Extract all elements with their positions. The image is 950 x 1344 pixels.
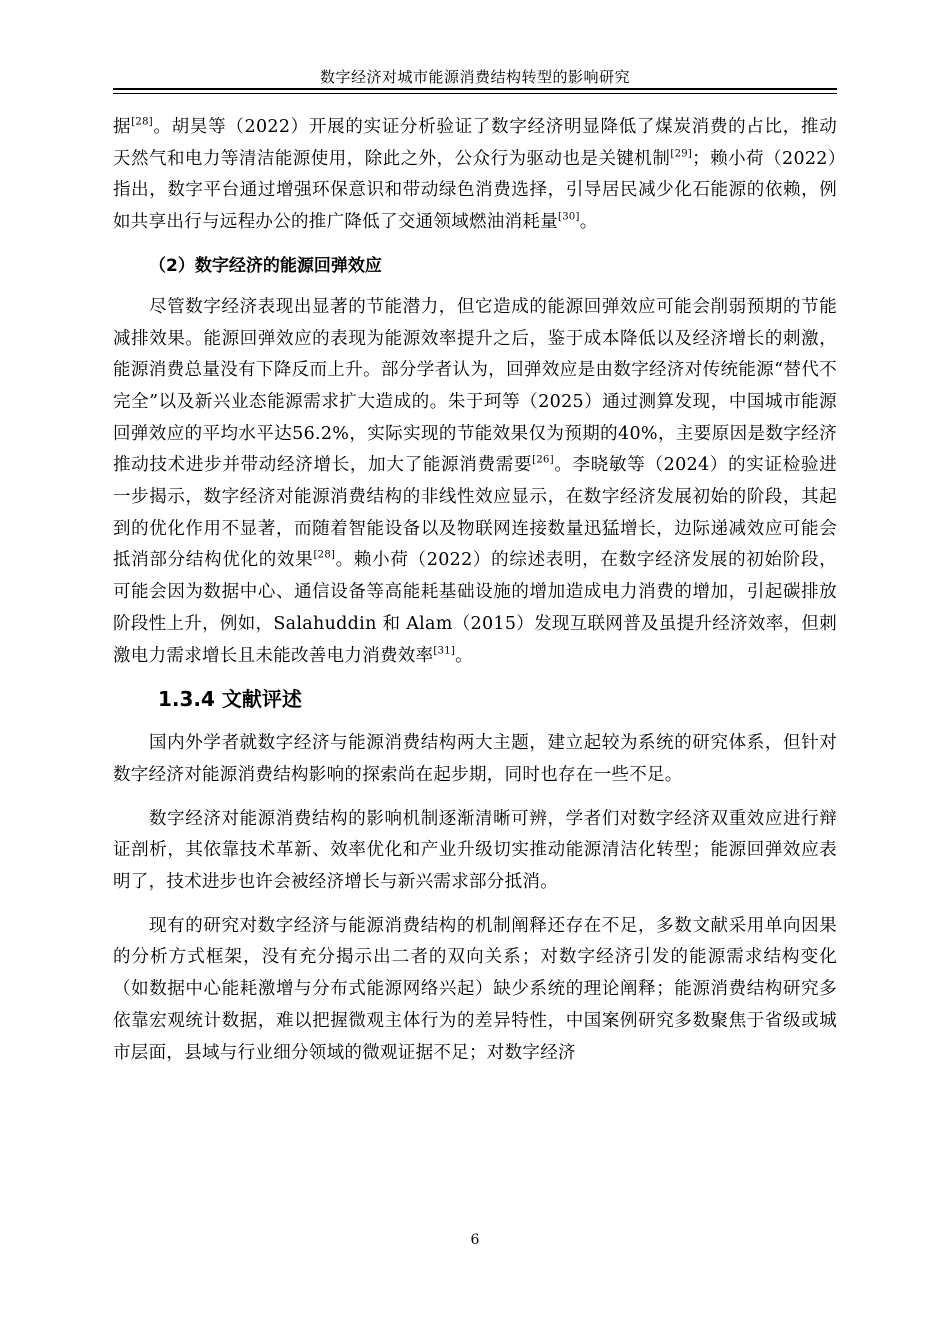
running-header: 数字经济对城市能源消费结构转型的影响研究 [319,68,630,86]
citation-ref: [29] [670,148,693,160]
citation-ref: [28] [131,116,153,128]
text-run: ；赖小荷（2022）指出，数字平台通过增强环保意识和带动绿色消费选择，引导居民减少化石能源的依赖，例如共享出行与远程办公的推广降低了交通领域燃油消耗量 [113,148,837,233]
citation-ref: [28] [313,549,336,561]
page-body [113,112,837,1069]
text-run: 。赖小荷（2022）的综述表明，在数字经济发展的初始阶段，可能会因为数据中心、通信设备等高能耗基础设施的增加造成电力消费的增加，引起碳排放阶段性上升，例如，Salahuddin 和 Alam（2015）发现互联网普及虽提升经济效率，但刺激电力需求增长且未能改善电力消费效率 [113,550,837,666]
text-run: 。 [455,645,473,666]
page-number: 6 [470,1232,480,1248]
citation-ref: [30] [558,211,580,223]
citation-ref: [26] [532,454,554,466]
header-rule-thin [113,93,837,94]
citation-ref: [31] [433,645,456,657]
paragraph-review-1: 国内外学者就数字经济与能源消费结构两大主题，建立起较为系统的研究体系，但针对数字经济对能源消费结构影响的探索尚在起步期，同时也存在一些不足。 [113,733,837,785]
header-rule-thick [113,88,837,90]
paragraph-continued [113,112,837,239]
section-heading: 1.3.4 文献评述 [158,687,302,712]
text-run: 。 [579,212,598,233]
text-run: 。李晓敏等（2024）的实证检验进一步揭示，数字经济对能源消费结构的非线性效应显示，在数字经济发展初始的阶段，其起到的优化作用不显著，而随着智能设备以及物联网连接数量迅猛增长，边际递减效应可能会抵消部分结构优化的效果 [113,455,837,571]
text-run: 据 [113,117,132,137]
subsection-heading: （2）数字经济的能源回弹效应 [149,255,382,276]
paragraph-rebound-effect [113,292,837,672]
text-run: 尽管数字经济表现出显著的节能潜力，但它造成的能源回弹效应可能会削弱预期的节能减排效果。能源回弹效应的表现为能源效率提升之后，鉴于成本降低以及经济增长的刺激，能源消费总量没有下降反而上升。部分学者认为，回弹效应是由数字经济对传统能源“替代不完全”以及新兴业态能源需求扩大造成的。朱于珂等（2025）通过测算发现，中国城市能源回弹效应的平均水平达56.2%，实际实现的节能效果仅为预期的40%，主要原因是数字经济推动技术进步并带动经济增长，加大了能源消费需要 [113,296,837,476]
text-run: 。胡昊等（2022）开展的实证分析验证了数字经济明显降低了煤炭消费的占比，推动天然气和电力等清洁能源使用，除此之外，公众行为驱动也是关键机制 [113,117,837,169]
paragraph-review-3: 现有的研究对数字经济与能源消费结构的机制阐释还存在不足，多数文献采用单向因果的分析方式框架，没有充分揭示出二者的双向关系；对数字经济引发的能源需求结构变化（如数据中心能耗激增与分布式能源网络兴起）缺少系统的理论阐释；能源消费结构研究多依靠宏观统计数据，难以把握微观主体行为的差异特性，中国案例研究多数聚焦于省级或城市层面，县域与行业细分领域的微观证据不足；对数字经济 [113,915,837,1063]
paragraph-review-2: 数字经济对能源消费结构的影响机制逐渐清晰可辨，学者们对数字经济双重效应进行辩证剖析，其依靠技术革新、效率优化和产业升级切实推动能源清洁化转型；能源回弹效应表明了，技术进步也许会被经济增长与新兴需求部分抵消。 [113,808,837,893]
